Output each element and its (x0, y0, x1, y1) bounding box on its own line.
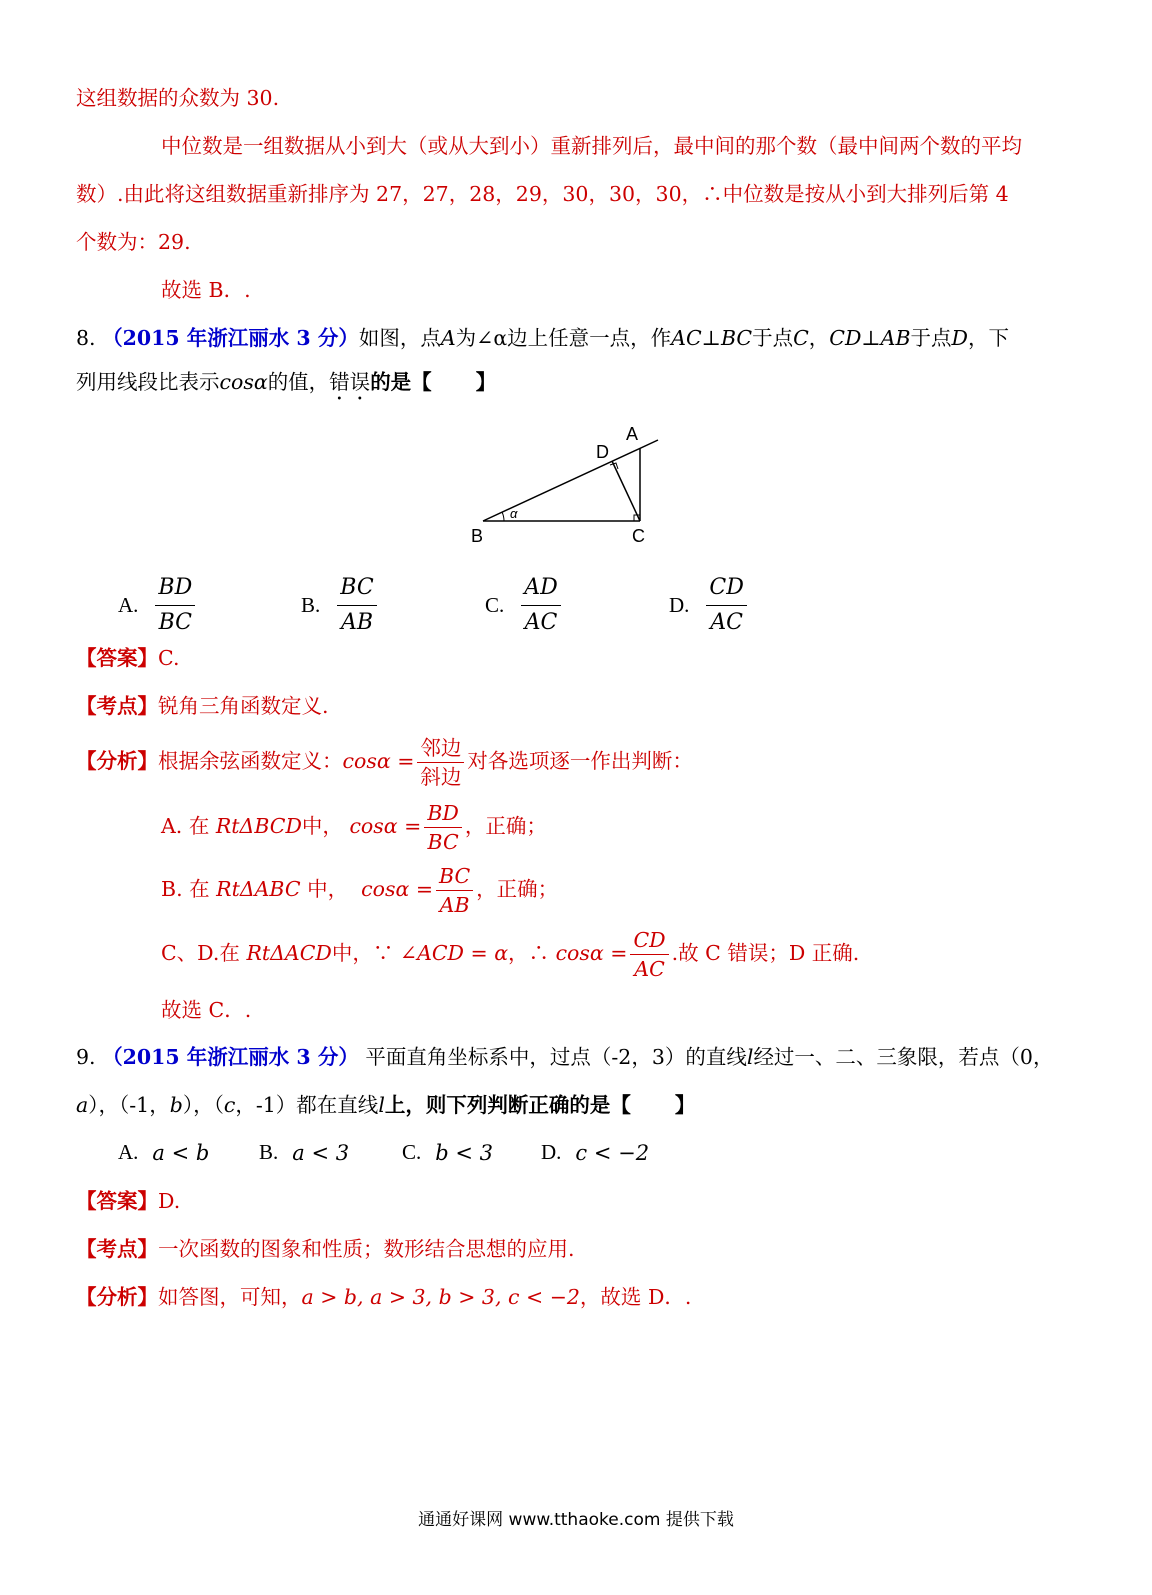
q9-option-b[interactable] (259, 1140, 349, 1165)
label-d: D (596, 442, 609, 462)
q8-point-d: D (951, 326, 968, 350)
point-tag: 【考点】 (76, 1237, 158, 1261)
q9-analysis-line (76, 1283, 1062, 1311)
prev-result-line: 个数为：29. (76, 230, 191, 254)
q8-analysis-b: B. 在 RtΔABC 中， cosα = $\frac{BC}{AB}$ ，正确； (161, 864, 559, 917)
fraction: $\frac{BD}{BC}$ (424, 800, 462, 855)
q8-bracket-close: 】 (475, 370, 497, 394)
analysis-text: 如答图，可知， (158, 1285, 302, 1309)
q8-point-c: C (793, 326, 809, 350)
q8-analysis-a: A. 在 RtΔBCD中， cosα = $\frac{BD}{BC}$ ，正确； (161, 801, 547, 854)
point-text: 锐角三角函数定义. (158, 694, 329, 718)
q9-answer-line (76, 1187, 1062, 1215)
option-expr: b < 3 (435, 1140, 494, 1165)
q8-answer-line (76, 644, 1062, 672)
option-expr: c < −2 (575, 1140, 650, 1165)
analysis-tag: 【分析】 (76, 749, 158, 773)
q8-stem-line1 (76, 324, 1062, 352)
q8-stem-line2 (76, 368, 1062, 405)
q8-stem-text: 如图，点 (358, 326, 441, 350)
q8-analysis-line (76, 735, 1062, 790)
q9-point-line (76, 1235, 1062, 1263)
q8-stem-text: 的是【 (370, 370, 432, 394)
q9-stem-line1 (76, 1043, 1062, 1071)
q8-triangle-figure (466, 418, 666, 550)
fraction: $\frac{CD}{AC}$ (630, 927, 668, 982)
q8-cos-alpha: cosα (219, 370, 268, 394)
line-cd (612, 461, 640, 521)
label-b: B (471, 526, 484, 546)
prev-mode-line: 这组数据的众数为 30. (76, 86, 280, 110)
q8-stem-text: ，下 (967, 326, 1009, 350)
prev-sorted-line: 数）.由此将这组数据重新排序为 27，27，28，29，30，30，30，∴中位数是按从小到大排列后第 4 (76, 182, 1009, 206)
answer-value: D. (158, 1189, 181, 1213)
alpha-arc (502, 512, 504, 521)
prev-median-line: 中位数是一组数据从小到大（或从大到小）重新排列后，最中间的那个数（最中间两个数的平均 (161, 134, 1022, 158)
analysis-text: ，故选 D．. (579, 1285, 692, 1309)
q9-stem-text: 平面直角坐标系中，过点（-2，3）的直线 (365, 1045, 747, 1069)
option-expr: a < b (152, 1140, 210, 1165)
option-expr: a < 3 (292, 1140, 350, 1165)
option-label: A. (118, 593, 139, 617)
q9-option-c[interactable] (402, 1140, 493, 1165)
option-fraction: $\frac{AD}{AC}$ (521, 572, 561, 639)
label-c: C (632, 526, 645, 546)
q9-stem-text: 经过一、二、三象限，若点（0， (753, 1045, 1054, 1069)
q8-point-line (76, 692, 1062, 720)
q9-number: 9. (76, 1045, 96, 1069)
label-alpha: α (510, 506, 518, 521)
prev-choose-line: 故选 B．. (161, 278, 251, 302)
option-fraction: $\frac{BD}{BC}$ (155, 572, 195, 639)
analysis-text: 根据余弦函数定义： (158, 749, 343, 773)
option-fraction: $\frac{CD}{AC}$ (706, 572, 746, 639)
q8-stem-text: 为∠α边上任意一点，作 (455, 326, 672, 350)
page-footer: 通通好课网 www.tthaoke.com 提供下载 (418, 1510, 734, 1530)
analysis-text: 对各选项逐一作出判断： (467, 749, 693, 773)
q8-stem-text: 于点 (752, 326, 794, 350)
option-label: B. (259, 1140, 279, 1164)
q8-wrong-emphasis: 错误 (329, 370, 371, 394)
q8-stem-text: 于点 (910, 326, 952, 350)
q8-option-a[interactable] (118, 572, 198, 639)
option-label: C. (485, 593, 505, 617)
option-label: D. (541, 1140, 562, 1164)
q9-source: （2015 年浙江丽水 3 分） (102, 1045, 359, 1069)
cos-eq: cosα = (342, 749, 415, 773)
q9-stem-line2: a），（-1，b），（c，-1）都在直线l上，则下列判断正确的是【 】 (76, 1093, 696, 1117)
option-label: A. (118, 1140, 139, 1164)
q8-option-d[interactable] (669, 572, 750, 639)
q8-source: （2015 年浙江丽水 3 分） (102, 326, 359, 350)
q9-option-a[interactable] (118, 1140, 209, 1165)
option-label: D. (669, 593, 690, 617)
adj-over-hyp: $\frac{\text{邻边}}{\text{斜边}}$ (417, 735, 464, 790)
q9-line-l: l (746, 1045, 754, 1069)
option-label: B. (301, 593, 321, 617)
q8-option-b[interactable] (301, 572, 380, 639)
q8-option-c[interactable] (485, 572, 564, 639)
q8-analysis-cd: C、D.在 RtΔACD中，∵ ∠ACD = α，∴ cosα = $\frac{CD}{AC}$ .故 C 错误；D 正确. (161, 928, 860, 981)
analysis-expr: a > b, a > 3, b > 3, c < −2 (301, 1285, 580, 1309)
q8-choose-line: 故选 C．. (161, 998, 252, 1022)
q9-bracket-close: 】 (674, 1093, 696, 1117)
q8-point-a: A (440, 326, 456, 350)
q8-stem-text: 的值， (267, 370, 330, 394)
q8-stem-text: 列用线段比表示 (76, 370, 220, 394)
option-label: C. (402, 1140, 422, 1164)
q8-ac-perp-bc: AC⊥BC (671, 326, 753, 350)
point-tag: 【考点】 (76, 694, 158, 718)
q8-number: 8. (76, 326, 96, 350)
answer-value: C. (158, 646, 180, 670)
answer-tag: 【答案】 (76, 1189, 158, 1213)
analysis-tag: 【分析】 (76, 1285, 158, 1309)
q9-option-d[interactable] (541, 1140, 649, 1165)
option-fraction: $\frac{BC}{AB}$ (337, 572, 376, 639)
q8-stem-text: ， (808, 326, 830, 350)
answer-tag: 【答案】 (76, 646, 158, 670)
fraction: $\frac{BC}{AB}$ (436, 863, 473, 918)
q8-cd-perp-ab: CD⊥AB (829, 326, 911, 350)
point-text: 一次函数的图象和性质；数形结合思想的应用. (158, 1237, 575, 1261)
label-a: A (626, 424, 639, 444)
